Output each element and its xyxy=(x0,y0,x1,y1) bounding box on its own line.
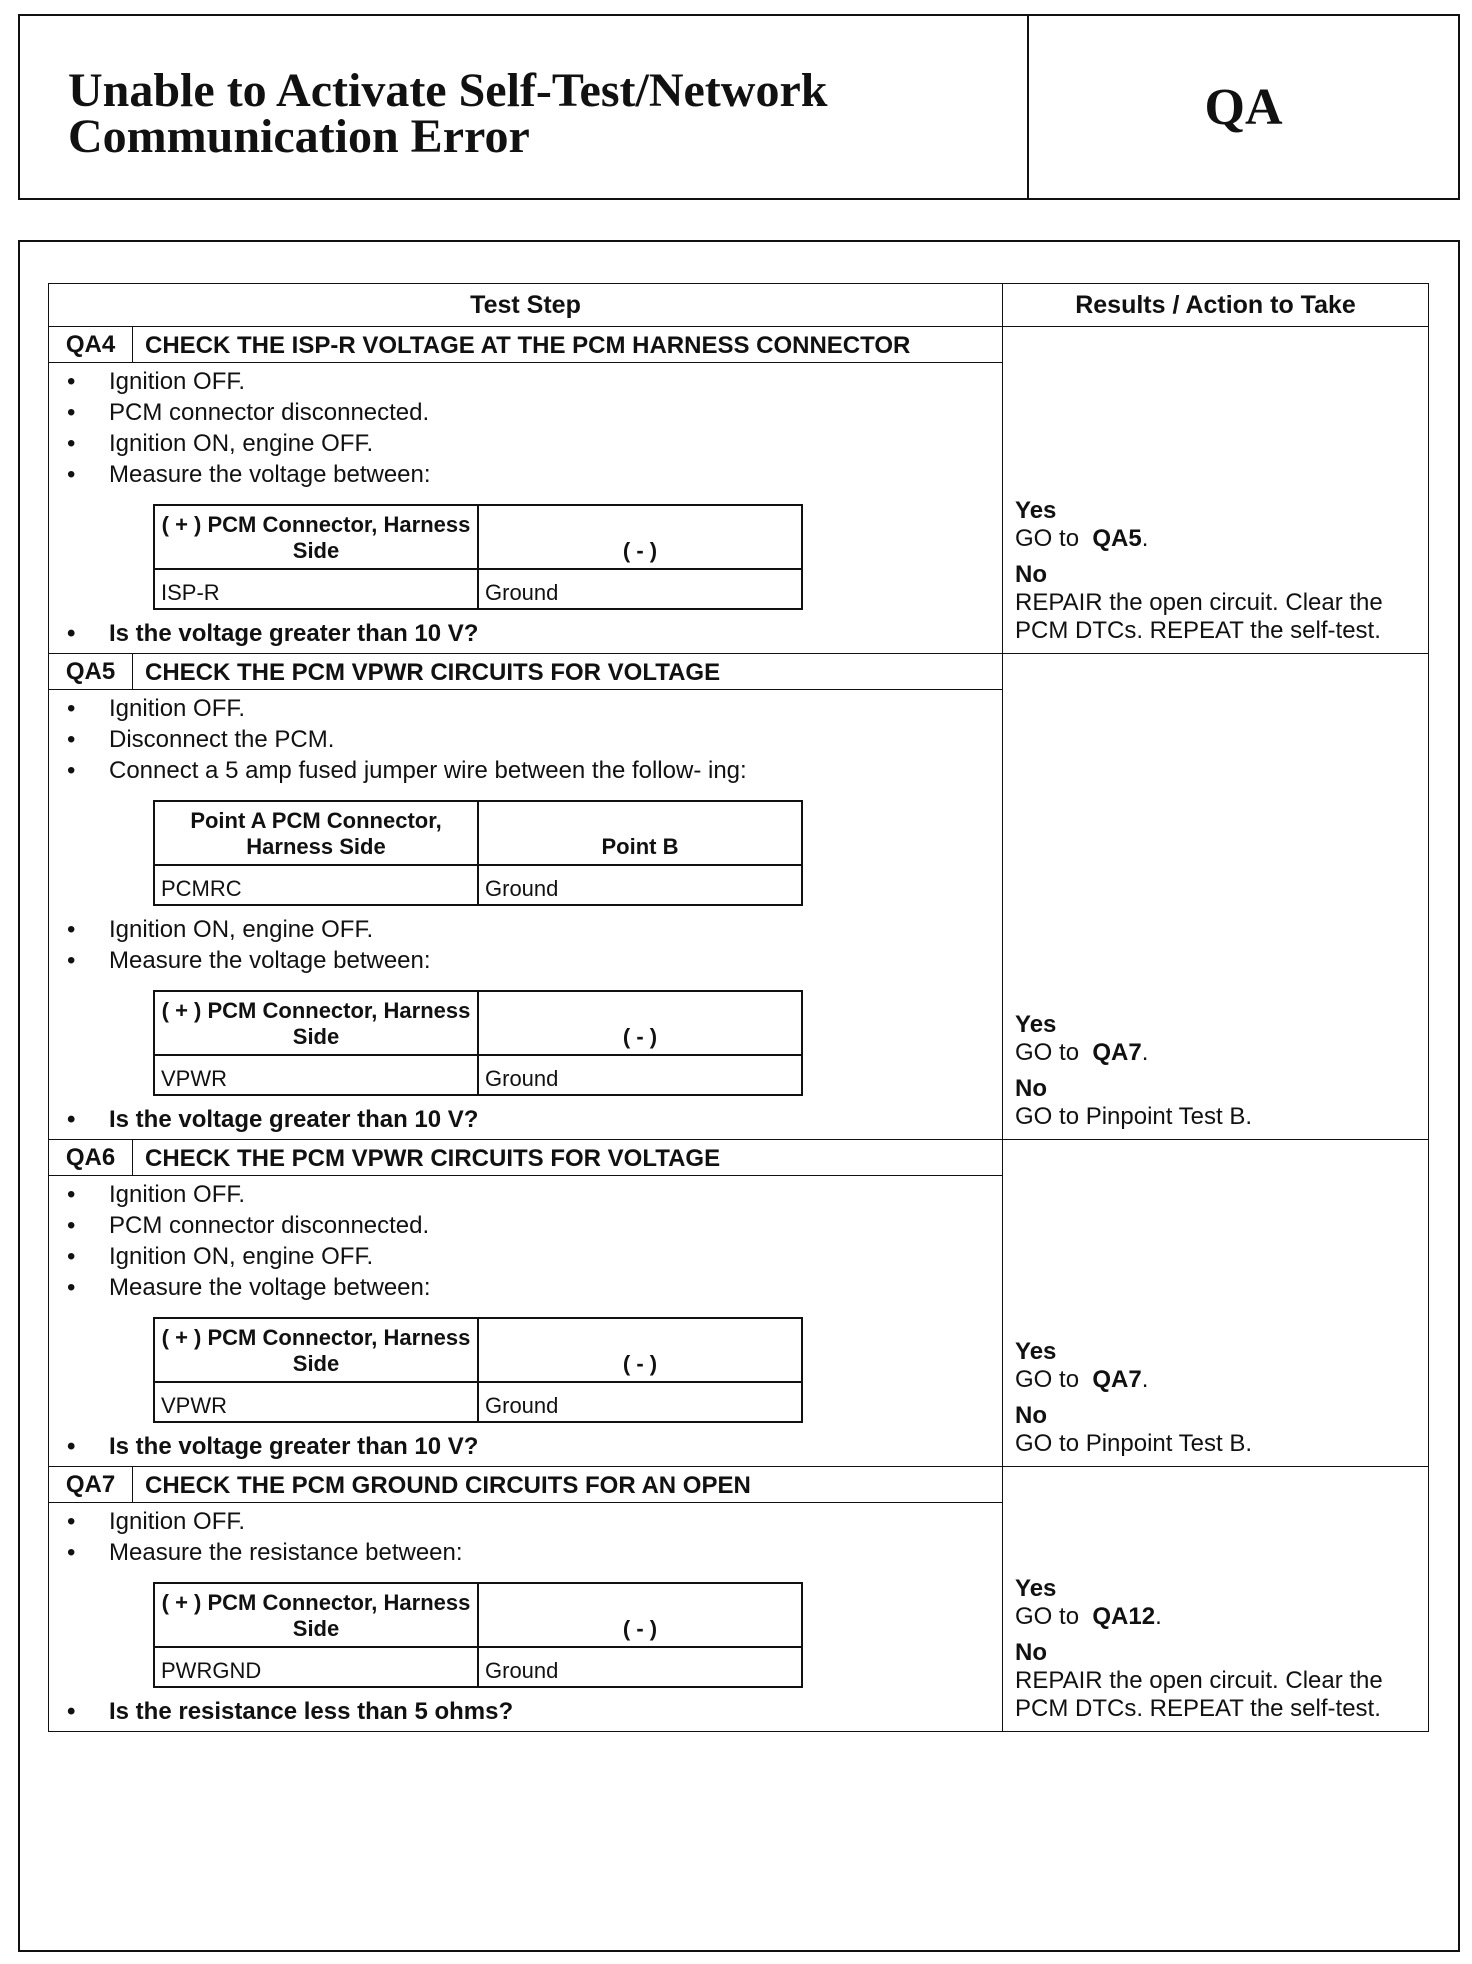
no-label: No xyxy=(1015,1639,1048,1666)
title-line-2: Communication Error xyxy=(68,110,530,163)
no-action: GO to Pinpoint Test B. xyxy=(1015,1430,1253,1457)
yes-label: Yes xyxy=(1015,497,1057,524)
step-id: QA4 xyxy=(49,327,133,363)
step-result xyxy=(1003,1140,1429,1467)
yes-action: GO to QA12. xyxy=(1015,1603,1162,1630)
title-line-1: Unable to Activate Self-Test/Network xyxy=(68,64,828,117)
step-id: QA6 xyxy=(49,1140,133,1176)
measurement-table xyxy=(153,504,803,610)
meas-value-1: VPWR xyxy=(154,1382,478,1422)
procedure-code: QA xyxy=(1204,78,1283,136)
no-label: No xyxy=(1015,1402,1048,1429)
meas-value-1: PWRGND xyxy=(154,1647,478,1687)
step-title: CHECK THE PCM GROUND CIRCUITS FOR AN OPEN xyxy=(133,1467,1003,1503)
step-title: CHECK THE PCM VPWR CIRCUITS FOR VOLTAGE xyxy=(133,1140,1003,1176)
list-item: • Measure the voltage between: xyxy=(67,1272,980,1303)
instruction-list-2 xyxy=(49,914,1002,976)
yes-ref[interactable]: QA7 xyxy=(1092,1366,1142,1393)
yes-ref[interactable]: QA7 xyxy=(1092,1039,1142,1066)
meas-value-2: Ground xyxy=(478,569,802,609)
list-item: • Measure the voltage between: xyxy=(67,945,980,976)
col-results: Results / Action to Take xyxy=(1003,284,1429,327)
no-label: No xyxy=(1015,561,1048,588)
step-body xyxy=(49,1176,1003,1467)
list-item: • Disconnect the PCM. xyxy=(67,724,980,755)
step-body xyxy=(49,363,1003,654)
meas-header-1: ( + ) PCM Connector, Harness Side xyxy=(154,1583,478,1647)
meas-value-2: Ground xyxy=(478,1055,802,1095)
list-item: • Ignition OFF. xyxy=(67,366,980,397)
instruction-list xyxy=(49,366,1002,490)
jumper-header-1: Point A PCM Connector, Harness Side xyxy=(154,801,478,865)
meas-value-1: VPWR xyxy=(154,1055,478,1095)
step-result xyxy=(1003,654,1429,1140)
no-action: REPAIR the open circuit. Clear the PCM DTCs. REPEAT the self-test. xyxy=(1015,589,1383,644)
question-list xyxy=(49,618,1002,649)
instruction-list xyxy=(49,1506,1002,1568)
page-header xyxy=(18,14,1460,200)
table-header-row xyxy=(49,284,1429,327)
question-list xyxy=(49,1431,1002,1462)
meas-value-1: ISP-R xyxy=(154,569,478,609)
step-row-qa7 xyxy=(49,1467,1429,1503)
step-id: QA5 xyxy=(49,654,133,690)
step-row-qa6 xyxy=(49,1140,1429,1176)
yes-label: Yes xyxy=(1015,1011,1057,1038)
list-item: • Ignition ON, engine OFF. xyxy=(67,914,980,945)
step-result xyxy=(1003,1467,1429,1732)
list-item: • Ignition ON, engine OFF. xyxy=(67,428,980,459)
measurement-table xyxy=(153,1582,803,1688)
yes-action: GO to QA7. xyxy=(1015,1366,1149,1393)
question-list xyxy=(49,1104,1002,1135)
step-body xyxy=(49,1503,1003,1732)
list-item: • Ignition OFF. xyxy=(67,1506,980,1537)
list-item: • Ignition OFF. xyxy=(67,1179,980,1210)
yes-ref[interactable]: QA5 xyxy=(1092,525,1142,552)
jumper-value-1: PCMRC xyxy=(154,865,478,905)
meas-header-2: ( - ) xyxy=(478,1583,802,1647)
step-question: • Is the voltage greater than 10 V? xyxy=(67,1431,980,1462)
test-step-table xyxy=(48,283,1429,1732)
question-list xyxy=(49,1696,1002,1727)
step-question: • Is the resistance less than 5 ohms? xyxy=(67,1696,980,1727)
yes-label: Yes xyxy=(1015,1338,1057,1365)
meas-header-1: ( + ) PCM Connector, Harness Side xyxy=(154,991,478,1055)
page-title xyxy=(68,64,1028,163)
step-question: • Is the voltage greater than 10 V? xyxy=(67,618,980,649)
meas-header-2: ( - ) xyxy=(478,1318,802,1382)
meas-value-2: Ground xyxy=(478,1647,802,1687)
list-item: • PCM connector disconnected. xyxy=(67,1210,980,1241)
list-item: • PCM connector disconnected. xyxy=(67,397,980,428)
step-body xyxy=(49,690,1003,1140)
list-item: • Ignition ON, engine OFF. xyxy=(67,1241,980,1272)
no-action: GO to Pinpoint Test B. xyxy=(1015,1103,1253,1130)
step-row-qa4 xyxy=(49,327,1429,363)
meas-header-2: ( - ) xyxy=(478,991,802,1055)
meas-header-1: ( + ) PCM Connector, Harness Side xyxy=(154,505,478,569)
meas-header-2: ( - ) xyxy=(478,505,802,569)
jumper-table xyxy=(153,800,803,906)
yes-label: Yes xyxy=(1015,1575,1057,1602)
measurement-table xyxy=(153,990,803,1096)
list-item: • Measure the resistance between: xyxy=(67,1537,980,1568)
step-id: QA7 xyxy=(49,1467,133,1503)
jumper-value-2: Ground xyxy=(478,865,802,905)
step-title: CHECK THE ISP-R VOLTAGE AT THE PCM HARNESS CONNECTOR xyxy=(133,327,1003,363)
instruction-list xyxy=(49,693,1002,786)
meas-header-1: ( + ) PCM Connector, Harness Side xyxy=(154,1318,478,1382)
meas-value-2: Ground xyxy=(478,1382,802,1422)
col-test-step: Test Step xyxy=(49,284,1003,327)
measurement-table xyxy=(153,1317,803,1423)
yes-action: GO to QA5. xyxy=(1015,525,1149,552)
yes-ref[interactable]: QA12 xyxy=(1092,1603,1156,1630)
no-action: REPAIR the open circuit. Clear the PCM DTCs. REPEAT the self-test. xyxy=(1015,1667,1383,1722)
step-title: CHECK THE PCM VPWR CIRCUITS FOR VOLTAGE xyxy=(133,654,1003,690)
list-item: • Connect a 5 amp fused jumper wire between the follow- ing: xyxy=(67,755,980,786)
list-item: • Ignition OFF. xyxy=(67,693,980,724)
step-result xyxy=(1003,327,1429,654)
yes-action: GO to QA7. xyxy=(1015,1039,1149,1066)
instruction-list xyxy=(49,1179,1002,1303)
list-item: • Measure the voltage between: xyxy=(67,459,980,490)
jumper-header-2: Point B xyxy=(478,801,802,865)
step-question: • Is the voltage greater than 10 V? xyxy=(67,1104,980,1135)
step-row-qa5 xyxy=(49,654,1429,690)
no-label: No xyxy=(1015,1075,1048,1102)
